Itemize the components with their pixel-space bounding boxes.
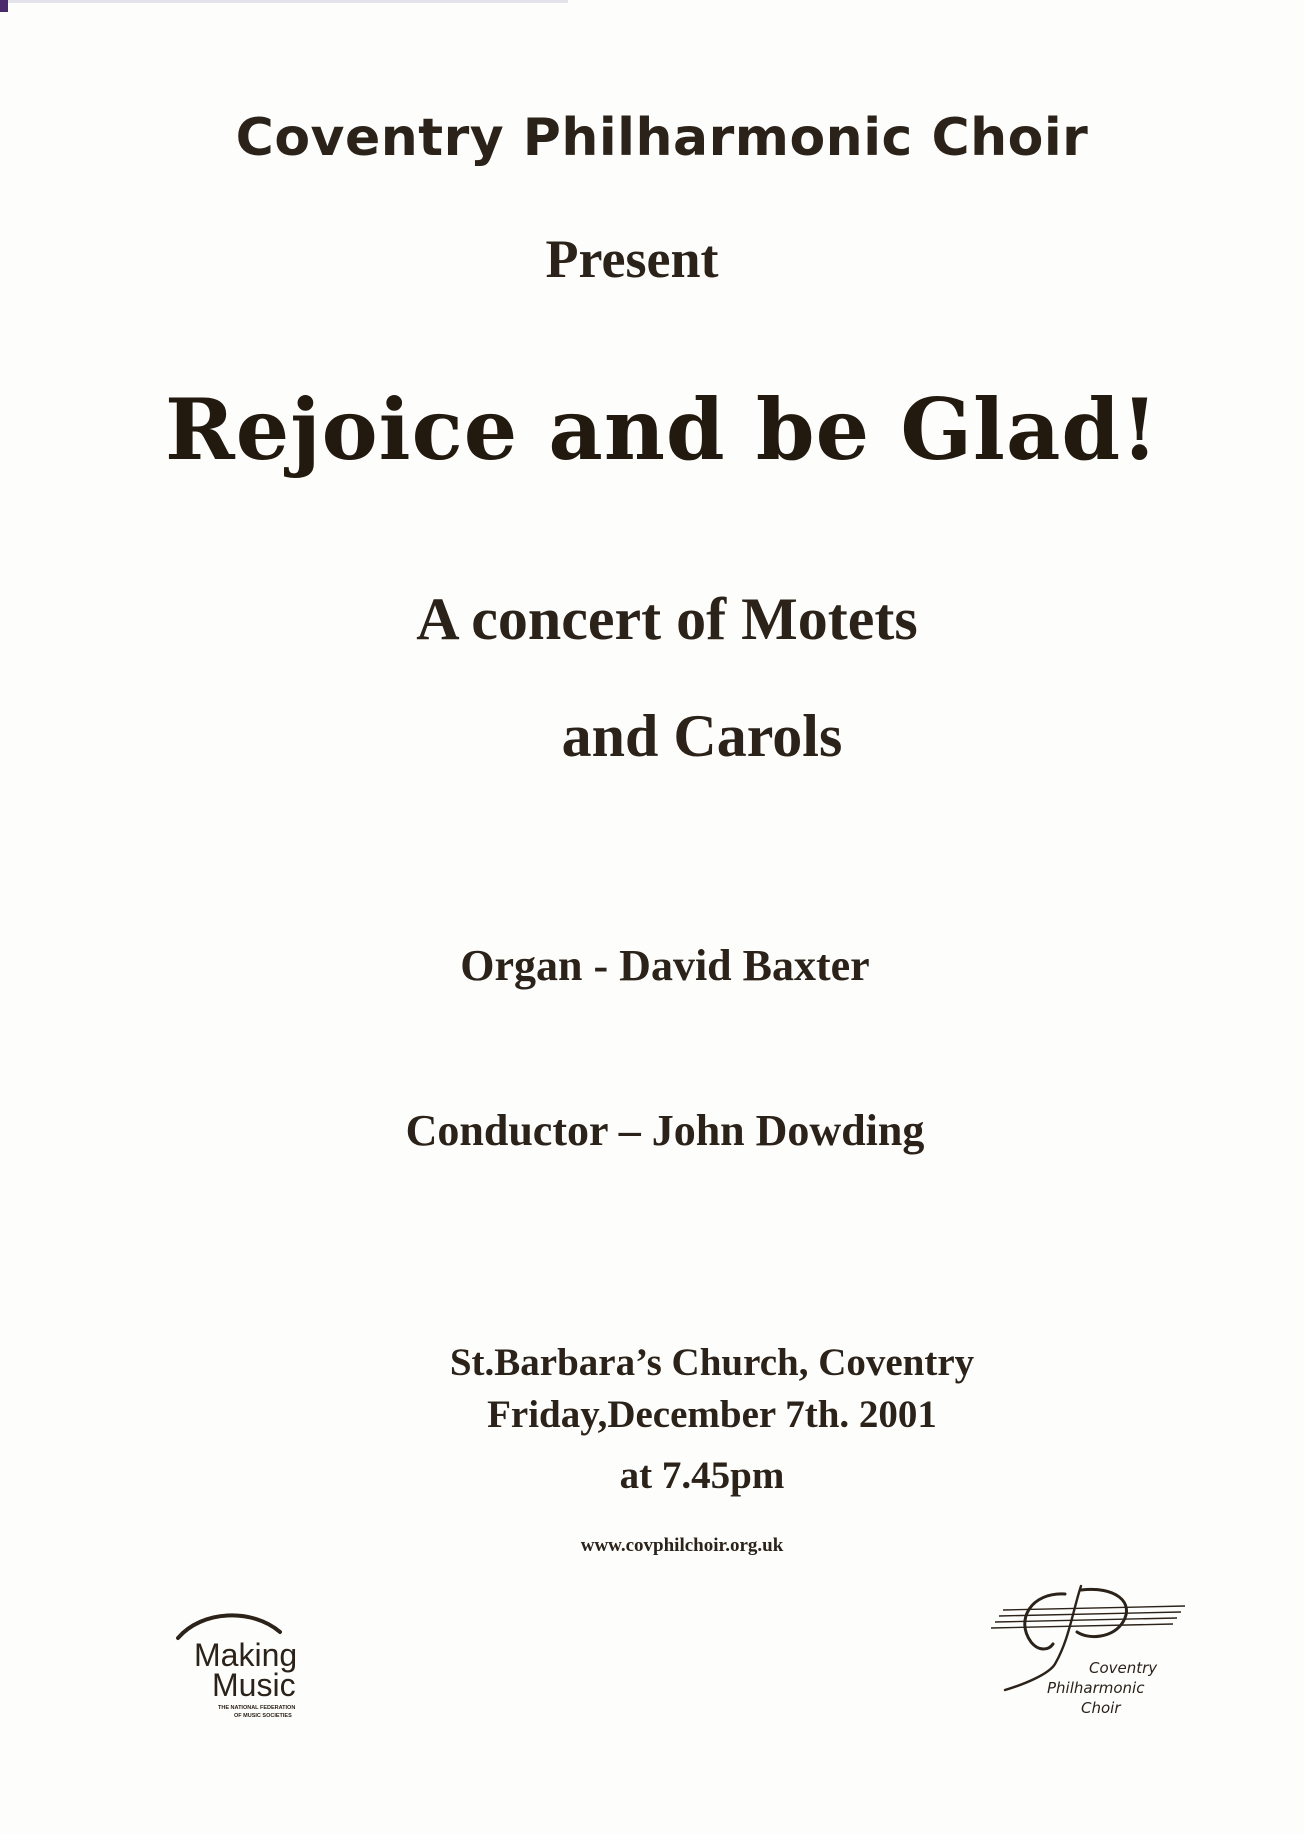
making-music-logo bbox=[172, 1608, 322, 1728]
making-music-tagline-1: THE NATIONAL FEDERATION bbox=[218, 1705, 296, 1711]
website-address: www.covphilchoir.org.uk bbox=[580, 1535, 784, 1556]
conductor-credit: Conductor – John Dowding bbox=[405, 1106, 925, 1155]
making-music-arc bbox=[178, 1615, 280, 1638]
venue: St.Barbara’s Church, Coventry bbox=[449, 1341, 975, 1384]
choir-logo bbox=[985, 1580, 1195, 1730]
concert-date: Friday,December 7th. 2001 bbox=[487, 1393, 937, 1436]
scan-edge-mark bbox=[0, 0, 8, 12]
present-heading: Present bbox=[545, 229, 719, 289]
concert-title: Rejoice and be Glad! bbox=[165, 380, 1159, 479]
scan-top-strip bbox=[8, 0, 568, 3]
choir-logo-staff-lines bbox=[991, 1606, 1185, 1628]
choir-logo-line3: Choir bbox=[1081, 1699, 1121, 1717]
making-music-line1: Making bbox=[194, 1637, 298, 1673]
choir-logo-line2: Philharmonic bbox=[1047, 1679, 1145, 1697]
organist-credit: Organ - David Baxter bbox=[460, 941, 870, 990]
concert-subtitle-line-2: and Carols bbox=[561, 703, 843, 769]
choir-logo-p-stem bbox=[1005, 1586, 1081, 1690]
choir-logo-line1: Coventry bbox=[1089, 1659, 1158, 1677]
concert-time: at 7.45pm bbox=[619, 1454, 785, 1497]
making-music-line2: Music bbox=[212, 1667, 296, 1703]
concert-subtitle-line-1: A concert of Motets bbox=[416, 586, 918, 652]
making-music-tagline-2: OF MUSIC SOCIETIES bbox=[234, 1713, 292, 1719]
organisation-name: Coventry Philharmonic Choir bbox=[235, 108, 1089, 168]
